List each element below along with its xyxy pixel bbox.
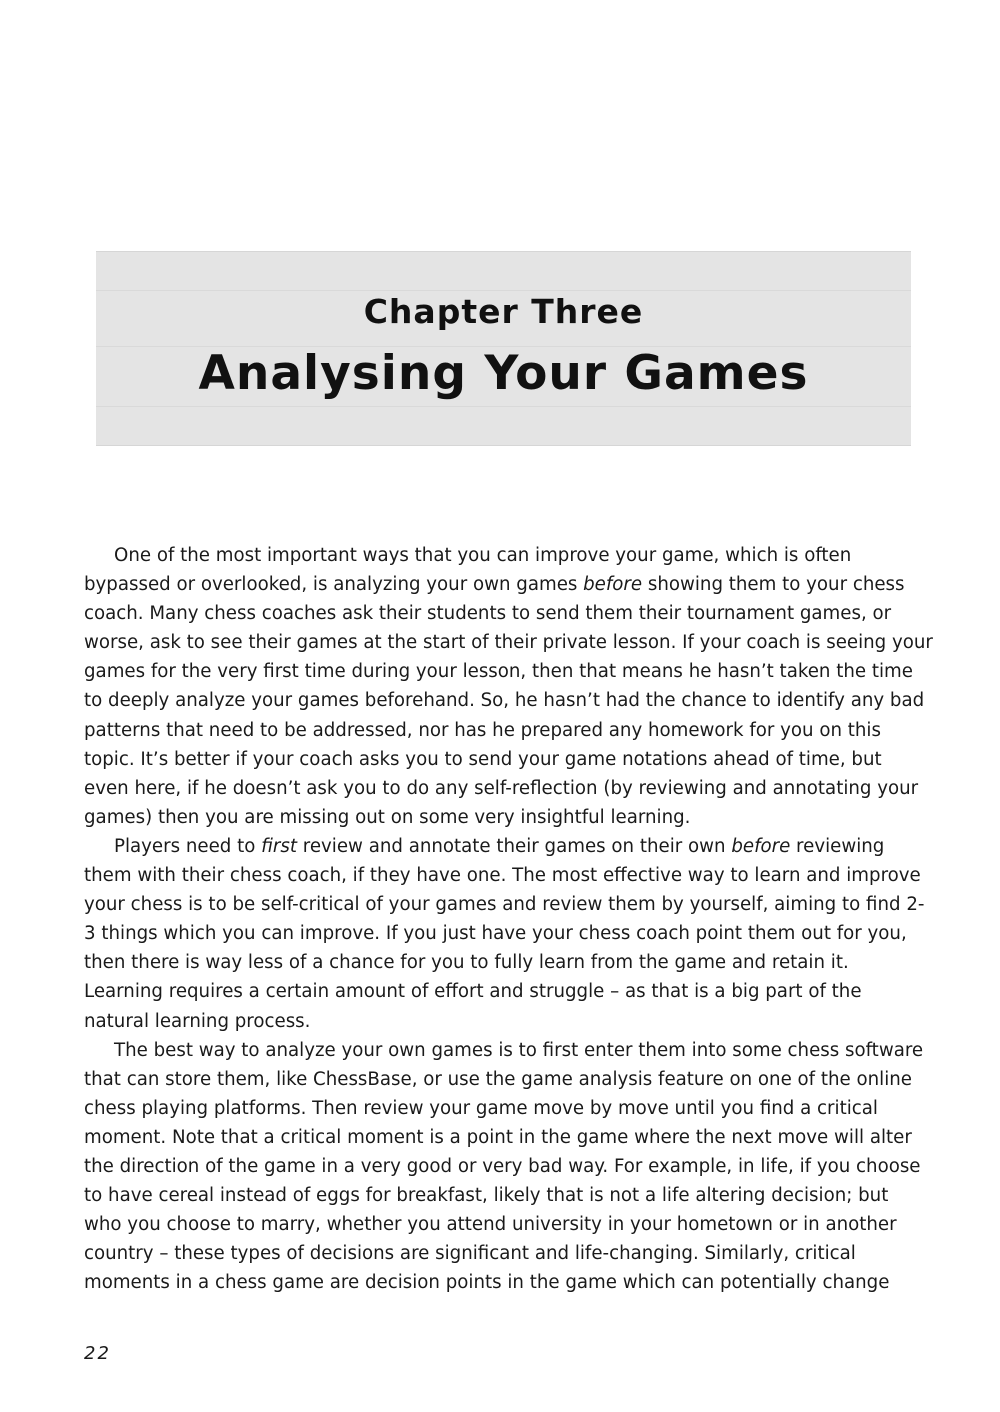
text-run: to have cereal instead of eggs for breakfast, likely that is not a life altering decision; but <box>84 1185 889 1207</box>
text-line <box>84 745 924 774</box>
text-run: that can store them, like ChessBase, or use the game analysis feature on one of the online <box>84 1068 912 1090</box>
text-run: moment. Note that a critical moment is a point in the game where the next move will alter <box>84 1126 912 1148</box>
text-run: patterns that need to be addressed, nor has he prepared any homework for you on this <box>84 719 881 741</box>
text-run: Learning requires a certain amount of effort and struggle – as that is a big part of the <box>84 981 862 1003</box>
text-line <box>84 832 924 861</box>
text-line <box>84 1123 924 1152</box>
text-run: natural learning process. <box>84 1010 311 1032</box>
text-run: even here, if he doesn’t ask you to do any self-reflection (by reviewing and annotating your <box>84 777 919 799</box>
text-run: topic. It’s better if your coach asks you to send your game notations ahead of time, but <box>84 748 882 770</box>
text-line <box>84 1036 924 1065</box>
text-line <box>84 803 924 832</box>
text-line <box>84 977 924 1006</box>
text-line <box>84 919 924 948</box>
text-run: 3 things which you can improve. If you just have your chess coach point them out for you, <box>84 923 907 945</box>
text-run: games for the very first time during your lesson, then that means he hasn’t taken the time <box>84 661 913 683</box>
heading-band-line <box>96 290 911 291</box>
emphasis-text: before <box>583 574 643 596</box>
text-run: chess playing platforms. Then review your game move by move until you find a critical <box>84 1097 878 1119</box>
text-run: to deeply analyze your games beforehand. So, he hasn’t had the chance to identify any bad <box>84 690 925 712</box>
text-line <box>84 774 924 803</box>
text-line <box>84 599 924 628</box>
text-run: who you choose to marry, whether you attend university in your hometown or in another <box>84 1214 897 1236</box>
text-line <box>84 686 924 715</box>
text-run: review and annotate their games on their own <box>296 835 732 857</box>
text-run: bypassed or overlooked, is analyzing your own games <box>84 574 584 596</box>
text-run: games) then you are missing out on some very insightful learning. <box>84 806 691 828</box>
text-run: country – these types of decisions are significant and life-changing. Similarly, critical <box>84 1243 856 1265</box>
text-run: the direction of the game in a very good or very bad way. For example, in life, if you choose <box>84 1155 921 1177</box>
text-run: Players need to <box>114 835 262 857</box>
text-line <box>84 1268 924 1297</box>
body-text <box>84 541 933 1297</box>
emphasis-text: before <box>731 835 791 857</box>
emphasis-text: first <box>261 835 297 857</box>
text-line <box>84 541 924 570</box>
text-line <box>84 948 924 977</box>
text-run: One of the most important ways that you can improve your game, which is often <box>114 545 852 566</box>
text-line <box>84 1007 924 1036</box>
text-run: them with their chess coach, if they have one. The most effective way to learn and improve <box>84 865 921 887</box>
paragraph <box>84 832 924 1036</box>
text-line <box>84 657 924 686</box>
chapter-label: Chapter Three <box>363 292 644 331</box>
text-run: coach. Many chess coaches ask their students to send them their tournament games, or <box>84 603 892 625</box>
text-line <box>84 628 933 657</box>
text-run: The best way to analyze your own games is to first enter them into some chess software <box>114 1039 924 1061</box>
text-run: reviewing <box>790 835 885 857</box>
text-run: worse, ask to see their games at the start of their private lesson. If your coach is seeing your <box>84 632 933 654</box>
text-line <box>84 1210 924 1239</box>
text-line <box>84 1065 924 1094</box>
page-number: 22 <box>84 1343 111 1364</box>
paragraph <box>84 541 933 832</box>
text-run: your chess is to be self-critical of your games and review them by yourself, aiming to find 2- <box>84 894 925 916</box>
chapter-heading-box <box>96 251 911 446</box>
text-run: moments in a chess game are decision points in the game which can potentially change <box>84 1272 890 1294</box>
text-run: then there is way less of a chance for you to fully learn from the game and retain it. <box>84 952 849 974</box>
text-line <box>84 890 924 919</box>
text-line <box>84 570 924 599</box>
text-line <box>84 1094 924 1123</box>
text-run: showing them to your chess <box>642 574 905 596</box>
chapter-title: Analysing Your Games <box>198 346 809 401</box>
text-line <box>84 861 924 890</box>
heading-band-line <box>96 406 911 407</box>
text-line <box>84 1239 924 1268</box>
text-line <box>84 716 924 745</box>
text-line <box>84 1152 924 1181</box>
paragraph <box>84 1036 924 1298</box>
text-line <box>84 1181 924 1210</box>
